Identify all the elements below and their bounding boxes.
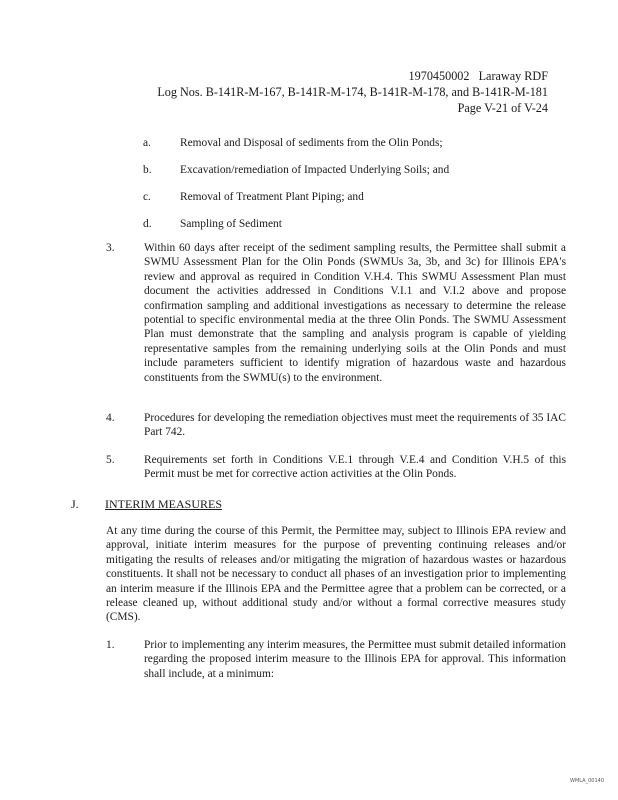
- sub-item-label: d.: [143, 218, 152, 230]
- item-number: 1.: [106, 639, 115, 651]
- sub-item-text: Excavation/remediation of Impacted Underlying Soils; and: [180, 164, 450, 176]
- sub-item-text: Sampling of Sediment: [180, 218, 282, 230]
- header-log-numbers: Log Nos. B-141R-M-167, B-141R-M-174, B-141R-M-178, and B-141R-M-181: [157, 85, 548, 99]
- header-facility-id: 1970450002 Laraway RDF: [408, 69, 548, 83]
- item-number: 3.: [106, 242, 115, 254]
- section-title: INTERIM MEASURES: [105, 497, 223, 511]
- page-header: [157, 68, 548, 116]
- section-paragraph: At any time during the course of this Permit, the Permittee may, subject to Illinois EPA review and approval, initiate interim measures for the purpose of preventing continuing releases and/or mitigating the results of releases and/or mitigating the migration of hazardous wastes or hazardous constituents. It shall not be necessary to conduct all phases of an investigation prior to implementing an interim measure if the Illinois EPA and the Permittee agree that a problem can be corrected, or a release cleaned up, without additional study and/or without a formal corrective measures study (CMS).: [106, 525, 566, 624]
- numbered-item-4: [106, 411, 566, 440]
- sub-item-label: c.: [143, 191, 151, 203]
- sub-item-text: Removal and Disposal of sediments from the Olin Ponds;: [180, 137, 443, 149]
- sub-item-text: Removal of Treatment Plant Piping; and: [180, 191, 364, 203]
- item-text: Procedures for developing the remediation objectives must meet the requirements of 35 IAC Part 742.: [144, 412, 566, 439]
- numbered-item-5: [106, 453, 566, 482]
- sub-item-label: b.: [143, 164, 152, 176]
- sub-item-label: a.: [143, 137, 151, 149]
- item-text: Requirements set forth in Conditions V.E.1 through V.E.4 and Condition V.H.5 of this Permit must be met for corrective action activities at the Olin Ponds.: [144, 454, 566, 481]
- section-letter: J.: [71, 497, 79, 511]
- header-page-number: Page V-21 of V-24: [457, 101, 548, 115]
- item-number: 4.: [106, 412, 115, 424]
- item-number: 5.: [106, 454, 115, 466]
- numbered-item-3: [106, 241, 566, 385]
- section-item-1: [106, 638, 566, 681]
- document-control-number: WMLA_00140: [570, 778, 604, 784]
- item-text: Within 60 days after receipt of the sediment sampling results, the Permittee shall submit a SWMU Assessment Plan for the Olin Ponds (SWMUs 3a, 3b, and 3c) for Illinois EPA's review and approval as required in Condition V.H.4. This SWMU Assessment Plan must document the activities addressed in Conditions V.I.1 and V.I.2 above and propose confirmation sampling and additional investigations as necessary to determine the release potential to specific environmental media at the three Olin Ponds. The SWMU Assessment Plan must demonstrate that the sampling and analysis program is capable of yielding representative samples from the remaining underlying soils at the Olin Ponds and must include parameters sufficient to identify migration of hazardous waste and hazardous constituents from the SWMU(s) to the environment.: [144, 242, 566, 384]
- item-text: Prior to implementing any interim measures, the Permittee must submit detailed information regarding the proposed interim measure to the Illinois EPA for approval. This information shall include, at a minimum:: [144, 639, 566, 680]
